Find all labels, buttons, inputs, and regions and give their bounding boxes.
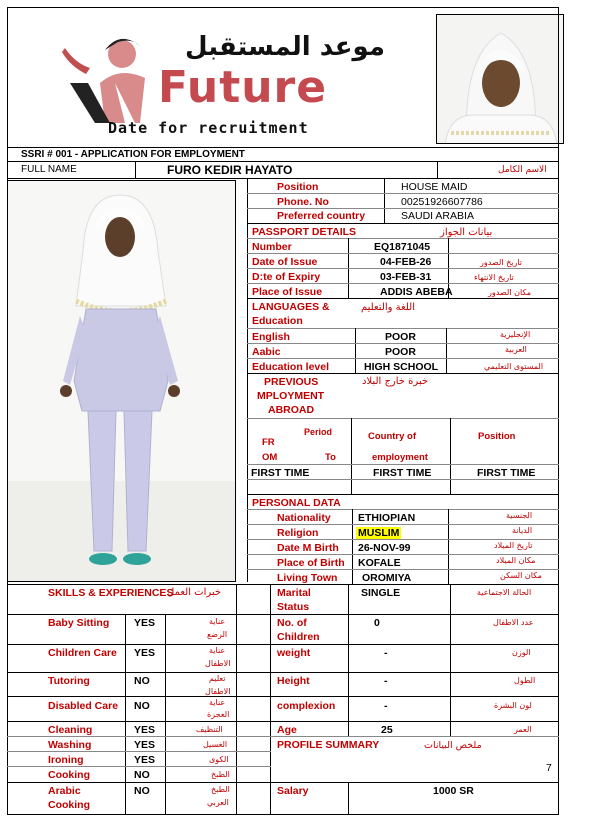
employment-row-country: FIRST TIME — [373, 467, 432, 479]
salary-label: Salary — [277, 785, 309, 797]
logo-tagline: Date for recruitment — [108, 119, 309, 137]
skill-tutoring-label: Tutoring — [48, 675, 90, 687]
pob-label: Place of Birth — [277, 557, 345, 569]
skill-washing-value: YES — [134, 739, 156, 751]
languages-title: LANGUAGES & — [252, 301, 330, 313]
children-ar: عدد الاطفال — [493, 618, 534, 627]
nationality-label: Nationality — [277, 512, 331, 524]
height-label: Height — [277, 675, 310, 687]
salary-value: 1000 SR — [433, 785, 474, 797]
skill-tutoring-ar2: الاطفال — [205, 687, 231, 696]
pob-ar: مكان الميلاد — [496, 556, 536, 565]
employment-title-ar: خبرة خارج البلاد — [362, 376, 429, 387]
fullbody-photo — [7, 180, 236, 582]
passport-issue-label: Date of Issue — [252, 256, 318, 268]
passport-title-ar: بيانات الجواز — [440, 227, 493, 238]
arabic-label: Aabic — [252, 346, 281, 358]
skill-disabled-care-ar2: العجزة — [207, 710, 230, 719]
skill-baby-sitting-ar1: عناية — [209, 617, 226, 626]
phone-value: 00251926607786 — [401, 196, 483, 208]
passport-expiry-label: D:te of Expiry — [252, 271, 321, 283]
skill-tutoring-ar1: تعليم — [209, 674, 226, 683]
skill-children-care-ar1: عناية — [209, 646, 226, 655]
skill-washing-ar1: الغسيل — [203, 740, 228, 749]
fr-header: FR — [262, 437, 275, 448]
height-value: - — [384, 675, 388, 687]
dob-value: 26-NOV-99 — [358, 542, 411, 554]
employment-title-2: MPLOYMENT — [257, 390, 325, 402]
complexion-ar: لون البشرة — [494, 701, 532, 710]
marital-label-2: Status — [277, 601, 310, 613]
complexion-value: - — [384, 700, 388, 712]
weight-ar: الوزن — [512, 648, 531, 657]
logo-word: Future — [158, 62, 328, 113]
employment-title-1: PREVIOUS — [264, 376, 319, 388]
dob-label: Date M Birth — [277, 542, 339, 554]
period-header: Period — [304, 427, 333, 437]
education-value: HIGH SCHOOL — [364, 361, 439, 373]
age-ar: العمر — [514, 725, 532, 734]
english-ar: الإنجليزية — [500, 330, 531, 339]
passport-issue-ar: تاريخ الصدور — [480, 258, 522, 267]
height-ar: الطول — [514, 676, 536, 685]
skill-children-care-value: YES — [134, 647, 156, 659]
children-value: 0 — [374, 617, 380, 629]
position-header: Position — [478, 431, 516, 442]
age-label: Age — [277, 724, 297, 736]
skill-washing-label: Washing — [48, 739, 92, 751]
passport-issue-value: 04-FEB-26 — [380, 256, 432, 268]
english-value: POOR — [385, 331, 416, 343]
education-label: Education level — [252, 361, 330, 373]
skill-arabic-cooking-label: Arabic — [48, 785, 81, 797]
employment-row-position: FIRST TIME — [477, 467, 536, 479]
skill-tutoring-value: NO — [134, 675, 150, 687]
arabic-ar: العربية — [505, 345, 527, 354]
passport-expiry-value: 03-FEB-31 — [380, 271, 432, 283]
religion-ar: الديانة — [512, 526, 533, 535]
skill-arabic-cooking-ar1: الطبخ — [211, 785, 230, 794]
english-label: English — [252, 331, 290, 343]
marital-ar: الحالة الاجتماعية — [477, 588, 532, 597]
position-value: HOUSE MAID — [401, 181, 468, 193]
skill-baby-sitting-label: Baby Sitting — [48, 617, 110, 629]
profile-summary-label: PROFILE SUMMARY — [277, 739, 380, 751]
country-label: Preferred country — [277, 210, 366, 222]
full-name-value: FURO KEDIR HAYATO — [167, 163, 293, 177]
employment-title-3: ABROAD — [268, 404, 315, 416]
languages-title-2: Education — [252, 315, 303, 327]
skill-cleaning-value: YES — [134, 724, 156, 736]
position-label: Position — [277, 181, 319, 193]
arabic-value: POOR — [385, 346, 416, 358]
skill-baby-sitting-value: YES — [134, 617, 156, 629]
weight-value: - — [384, 647, 388, 659]
age-value: 25 — [381, 724, 393, 736]
om-header: OM — [262, 452, 278, 463]
religion-label: Religion — [277, 527, 319, 539]
skill-disabled-care-label: Disabled Care — [48, 700, 119, 712]
town-label: Living Town — [277, 572, 338, 584]
skill-arabic-cooking-ar2: العربي — [207, 798, 229, 807]
skill-arabic-cooking-value: NO — [134, 785, 150, 797]
skills-title: SKILLS & EXPERIENCES — [48, 587, 174, 599]
passport-title: PASSPORT DETAILS — [252, 226, 357, 238]
country-value: SAUDI ARABIA — [401, 210, 474, 222]
logo-arabic: موعد المستقبل — [185, 32, 385, 62]
skill-disabled-care-ar1: عناية — [209, 698, 226, 707]
town-value: OROMIYA — [362, 572, 412, 584]
children-label: No. of — [277, 617, 307, 629]
skill-ironing-label: Ironing — [48, 754, 84, 766]
employment-row-period: FIRST TIME — [251, 467, 310, 479]
languages-title-ar: اللغة والتعليم — [361, 302, 415, 313]
marital-value: SINGLE — [361, 587, 401, 599]
full-name-label: FULL NAME — [21, 164, 77, 175]
skill-cooking-value: NO — [134, 769, 150, 781]
religion-value: MUSLIM — [358, 527, 400, 539]
education-ar: المستوى التعليمي — [484, 362, 544, 371]
skill-ironing-value: YES — [134, 754, 156, 766]
nationality-ar: الجنسية — [506, 511, 533, 520]
to-header: To — [325, 452, 336, 463]
skills-title-ar: خبرات العمل — [167, 587, 222, 598]
skill-cooking-label: Cooking — [48, 769, 90, 781]
passport-number-label: Number — [252, 241, 292, 253]
weight-label: weight — [277, 647, 311, 659]
profile-summary-ar: ملخص البيانات — [424, 740, 482, 751]
personal-title: PERSONAL DATA — [252, 497, 341, 509]
skill-disabled-care-value: NO — [134, 700, 150, 712]
country-header-2: employment — [372, 452, 428, 463]
children-label-2: Children — [277, 631, 320, 643]
page-number: 7 — [546, 762, 552, 774]
full-name-label-ar: الاسم الكامل — [498, 165, 547, 175]
passport-number-value: EQ1871045 — [374, 241, 431, 253]
skill-baby-sitting-ar2: الرضع — [207, 630, 228, 639]
country-header-1: Country of — [368, 431, 417, 442]
pob-value: KOFALE — [358, 557, 401, 569]
skill-cleaning-label: Cleaning — [48, 724, 93, 736]
skill-children-care-ar2: الاطفال — [205, 659, 231, 668]
form-title: SSRI # 001 - APPLICATION FOR EMPLOYMENT — [21, 149, 245, 160]
phone-label: Phone. No — [277, 196, 329, 208]
marital-label: Marital — [277, 587, 311, 599]
passport-expiry-ar: تاريخ الانتهاء — [474, 273, 514, 282]
passport-place-label: Place of Issue — [252, 286, 323, 298]
complexion-label: complexion — [277, 700, 336, 712]
skill-children-care-label: Children Care — [48, 647, 117, 659]
town-ar: مكان السكن — [500, 571, 542, 580]
nationality-value: ETHIOPIAN — [358, 512, 416, 524]
skill-cooking-ar1: الطبخ — [211, 770, 230, 779]
passport-place-ar: مكان الصدور — [488, 288, 532, 297]
passport-place-value: ADDIS ABEBA — [380, 286, 453, 298]
dob-ar: تاريخ الميلاد — [494, 541, 533, 550]
skill-ironing-ar1: الكوى — [209, 755, 229, 764]
skill-cleaning-ar1: التنظيف — [196, 725, 223, 734]
skill-arabic-cooking-label-2: Cooking — [48, 799, 90, 811]
